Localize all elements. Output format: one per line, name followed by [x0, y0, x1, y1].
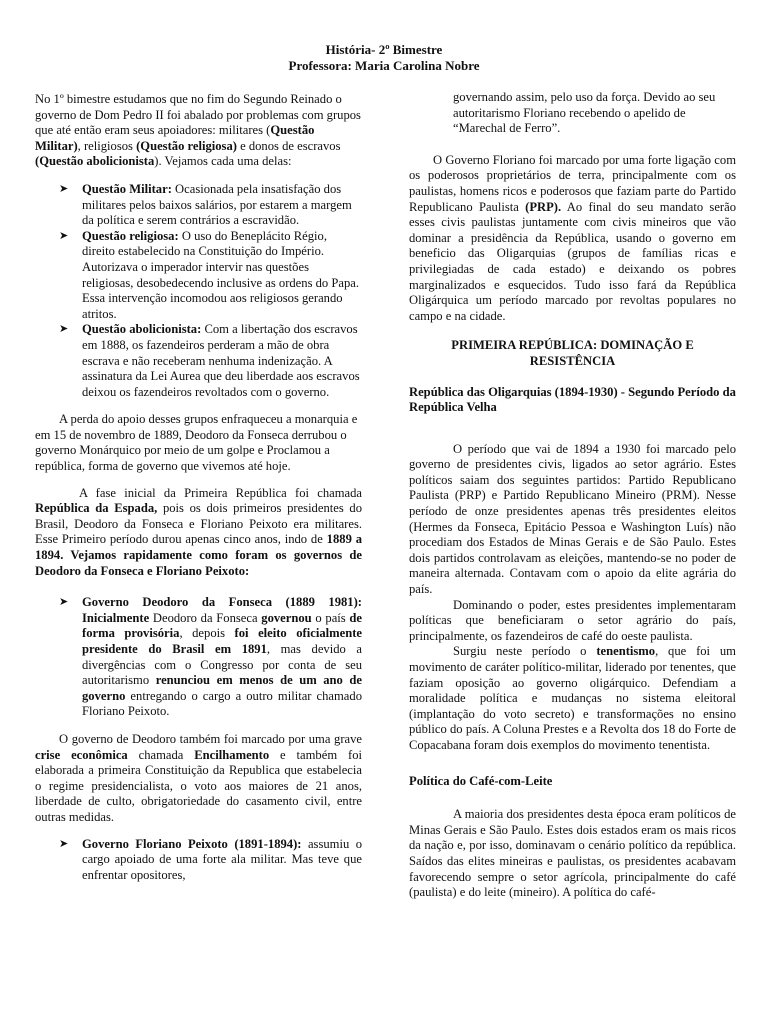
right-column: [409, 90, 736, 912]
document-title: História- 2º Bimestre: [325, 42, 443, 57]
list-item: ➤ Questão abolicionista: Com a libertação dos escravos em 1888, os fazendeiros perderam a mão de obra escrava e não receberam nenhuma indenização. A assinatura da Lei Aurea que deu liberdade aos escravos deixou os fazendeiros revoltados com o governo.: [59, 322, 360, 399]
intro-paragraph: No 1º bimestre estudamos que no fim do Segundo Reinado o governo de Dom Pedro II foi abalado por problemas com grupos que até então eram seus apoiadores: militares (Questão Militar), religiosos (Questão religiosa) e donos de escravos (Questão abolicionista). Vejamos cada uma delas:: [35, 92, 361, 169]
subsection-oligarquias: República das Oligarquias (1894-1930) - Segundo Período da República Velha: [409, 384, 736, 415]
subsection-cafe-com-leite: Política do Café-com-Leite: [409, 773, 553, 788]
arrow-bullet-icon: ➤: [59, 596, 69, 609]
list-item: ➤ Questão religiosa: O uso do Beneplácito Régio, direito estabelecido na Constituição do Império. Autorizava o imperador intervir nas questões religiosas, desobedecendo inclusive as ordens do Papa. Essa intervenção incomodou aos religiosos gerando atritos.: [59, 228, 359, 321]
list-item: ➤ Questão Militar: Ocasionada pela insatisfação dos militares pelos baixos salários, por estarem a margem da política e serem contrários a escravidão.: [59, 181, 352, 228]
list-item: ➤ Governo Floriano Peixoto (1891-1894): assumiu o cargo apoiado de uma forte ala militar. Mas teve que enfrentar opositores,: [59, 836, 363, 882]
section-title: PRIMEIRA REPÚBLICA: DOMINAÇÃO E RESISTÊNCIA: [451, 338, 694, 368]
paragraph-dominando: Dominando o poder, estes presidentes implementaram políticas que beneficiaram o setor agrário do país, principalmente, os fazendeiros de café do oeste paulista.: [409, 597, 736, 643]
arrow-bullet-icon: ➤: [59, 837, 69, 850]
floriano-continuation: governando assim, pelo uso da força. Devido ao seu autoritarismo Floriano recebendo o apelido de “Marechal de Ferro”.: [453, 90, 716, 136]
questions-list: [35, 182, 362, 400]
paragraph-maioria: A maioria dos presidentes desta época eram políticos de Minas Gerais e São Paulo. Estes dois estados eram os mais ricos da nação e, por isso, dominavam o cenário político da república. Saídos das elites mineiras e paulistas, os presidentes acabavam favorecendo sempre o setor agrícola, principalmente do café (paulista) e do leite (mineiro). A política do café-: [409, 807, 736, 900]
paragraph-governo-floriano: O Governo Floriano foi marcado por uma forte ligação com os poderosos proprietários de terra, principalmente com os paulistas, homens ricos e poderosos que faziam parte do Partido Republicano Paulista (PRP). Ao final do seu mandato serão esses civis paulistas juntamente com civis mineiros que vão dominar a presidência da República, usando o governo em beneficio das Oligarquias (grupos de famílias ricas e privilegiadas de cada estado) e deixando os pobres marginalizados e esquecidos. Tudo isso fará da República Oligárquica um período marcado por revoltas populares no campo e na cidade.: [409, 152, 737, 323]
list-item: ➤ Governo Deodoro da Fonseca (1889 1981): Inicialmente Deodoro da Fonseca governou o país de forma provisória, depois foi eleito oficialmente presidente do Brasil em 1891, mas devido a divergências com o Congresso por conta de seu autoritarismo renunciou em menos de um ano de governo entregando o cargo a outro militar chamado Floriano Peixoto.: [59, 595, 363, 719]
teacher-name: Professora: Maria Carolina Nobre: [288, 58, 480, 73]
arrow-bullet-icon: ➤: [59, 229, 69, 242]
paragraph-governo-deodoro: O governo de Deodoro também foi marcado por uma grave crise econômica chamada Encilhamento e também foi elaborada a primeira Constituição da Republica que estabelecia o regime presidencialista, o voto aos maiores de 21 anos, liberdade de culto, obrigatoriedade do casamento civil, entre outras medidas.: [35, 731, 362, 824]
arrow-bullet-icon: ➤: [59, 182, 69, 195]
document-header: [0, 42, 768, 74]
deodoro-list: [35, 595, 362, 720]
floriano-list: [35, 837, 362, 884]
paragraph-perda: A perda do apoio desses grupos enfraqueceu a monarquia e em 15 de novembro de 1889, Deodoro da Fonseca derrubou o governo Monárquico por meio de um golpe e Proclamou a república, forma de governo que vivemos até hoje.: [35, 412, 358, 474]
paragraph-tenentismo: Surgiu neste período o tenentismo, que foi um movimento de caráter político-militar, liderado por tenentes, que faziam oposição ao governo oligárquico. Defendiam a moralidade política e mudanças no sistema eleitoral (implantação do voto secreto) e transformações no ensino público do país. A Coluna Prestes e a Revolta dos 18 do Forte de Copacabana foram dois exemplos do movimento tenentista.: [409, 644, 736, 752]
paragraph-fase-inicial: A fase inicial da Primeira República foi chamada República da Espada, pois os dois primeiros presidentes do Brasil, Deodoro da Fonseca e Floriano Peixoto era militares. Esse Primeiro período durou apenas cinco anos, indo de 1889 a 1894. Vejamos rapidamente como foram os governos de Deodoro da Fonseca e Floriano Peixoto:: [35, 485, 363, 578]
arrow-bullet-icon: ➤: [59, 323, 69, 336]
paragraph-periodo: O período que vai de 1894 a 1930 foi marcado pelo governo de presidentes civis, ligados ao setor agrário. Estes políticos saiam dos seguintes partidos: Partido Republicano Paulista (PRP) e Partido Republicano Mineiro (PRM). Nesse período de onze presidentes apenas três presidentes eleitos (Hermes da Fonseca, Epitácio Pessoa e Washington Luís) não procediam dos Estados de Minas Gerais e de São Paulo. Estes dois partidos controlavam as eleições, mantendo-se no poder de maneira alternada. Contavam com o apoio da elite agrária do país.: [409, 441, 736, 597]
left-column: [35, 92, 362, 895]
